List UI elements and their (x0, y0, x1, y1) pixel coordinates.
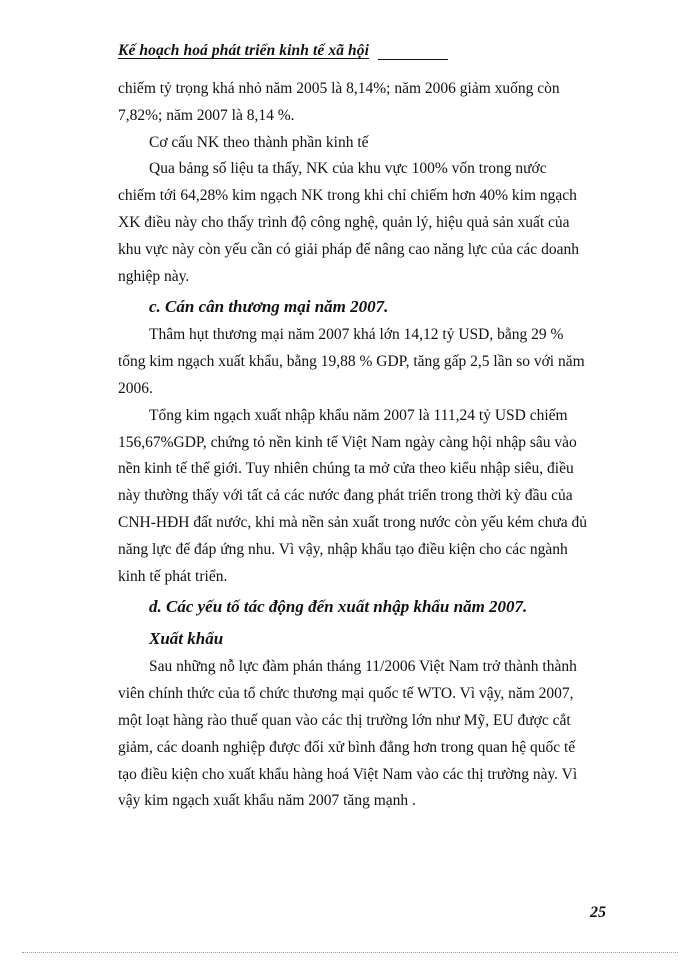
text-line: Qua bảng số liệu ta thấy, NK của khu vực 100% vốn trong nước (149, 160, 547, 178)
text-line: giảm, các doanh nghiệp được đối xử bình đẳng hơn trong quan hệ quốc tế (118, 738, 576, 756)
text-line: 7,82%; năm 2007 là 8,14 %. (118, 106, 295, 124)
text-line: 2006. (118, 379, 153, 397)
text-line: này thường thấy với tất cả các nước đang phát triển trong thời kỳ đầu của (118, 487, 573, 505)
paragraph (118, 76, 610, 130)
text-line: viên chính thức của tổ chức thương mại quốc tế WTO. Vì vậy, năm 2007, (118, 685, 574, 703)
text-line: nghiệp này. (118, 267, 190, 285)
paragraph (118, 156, 610, 290)
text-line: Sau những nỗ lực đàm phán tháng 11/2006 Việt Nam trở thành thành (149, 658, 577, 676)
header-rule (378, 59, 448, 60)
paragraph: Cơ cấu NK theo thành phần kinh tế (149, 133, 369, 151)
footer-dotted-rule (22, 952, 678, 953)
text-line: vậy kim ngạch xuất khẩu năm 2007 tăng mạnh . (118, 792, 416, 810)
text-line: tổng kim ngạch xuất khẩu, bằng 19,88 % GDP, tăng gấp 2,5 lần so với năm (118, 353, 585, 371)
text-line: XK điều này cho thấy trình độ công nghệ, quản lý, hiệu quả sản xuất của (118, 213, 570, 231)
text-line: khu vực này còn yếu cần có giải pháp để nâng cao năng lực của các doanh (118, 240, 579, 258)
text-line: năng lực để đáp ứng nhu. Vì vậy, nhập khẩu tạo điều kiện cho các ngành (118, 540, 568, 558)
text-line: chiếm tới 64,28% kim ngạch NK trong khi chỉ chiếm hơn 40% kim ngạch (118, 187, 577, 205)
page-number: 25 (590, 904, 606, 921)
section-heading-c: c. Cán cân thương mại năm 2007. (149, 297, 389, 317)
paragraph (118, 322, 610, 402)
text-line: nền kinh tế thế giới. Tuy nhiên chúng ta mở cửa theo kiểu nhập siêu, điều (118, 460, 574, 478)
text-line: một loạt hàng rào thuế quan vào các thị trường lớn như Mỹ, EU được cắt (118, 711, 571, 729)
text-line: 156,67%GDP, chứng tỏ nền kinh tế Việt Nam ngày càng hội nhập sâu vào (118, 433, 577, 451)
paragraph (118, 403, 610, 591)
text-line: Tổng kim ngạch xuất nhập khẩu năm 2007 là 111,24 tỷ USD chiếm (149, 406, 568, 424)
text-line: chiếm tỷ trọng khá nhỏ năm 2005 là 8,14%; năm 2006 giảm xuống còn (118, 80, 560, 97)
text-line: Thâm hụt thương mại năm 2007 khá lớn 14,12 tỷ USD, bằng 29 % (149, 326, 564, 344)
document-body (118, 76, 610, 815)
text-line: kinh tế phát triển. (118, 567, 228, 585)
section-heading-d: d. Các yếu tố tác động đến xuất nhập khẩu năm 2007. (149, 597, 528, 617)
text-line: CNH-HĐH đất nước, khi mà nền sản xuất trong nước còn yếu kém chưa đủ (118, 513, 588, 531)
text-line: tạo điều kiện cho xuất khẩu hàng hoá Việt Nam vào các thị trường này. Vì (118, 765, 578, 783)
subsection-heading-export: Xuất khẩu (149, 629, 224, 649)
running-header: Kế hoạch hoá phát triển kinh tế xã hội (118, 42, 369, 59)
paragraph (118, 654, 610, 815)
